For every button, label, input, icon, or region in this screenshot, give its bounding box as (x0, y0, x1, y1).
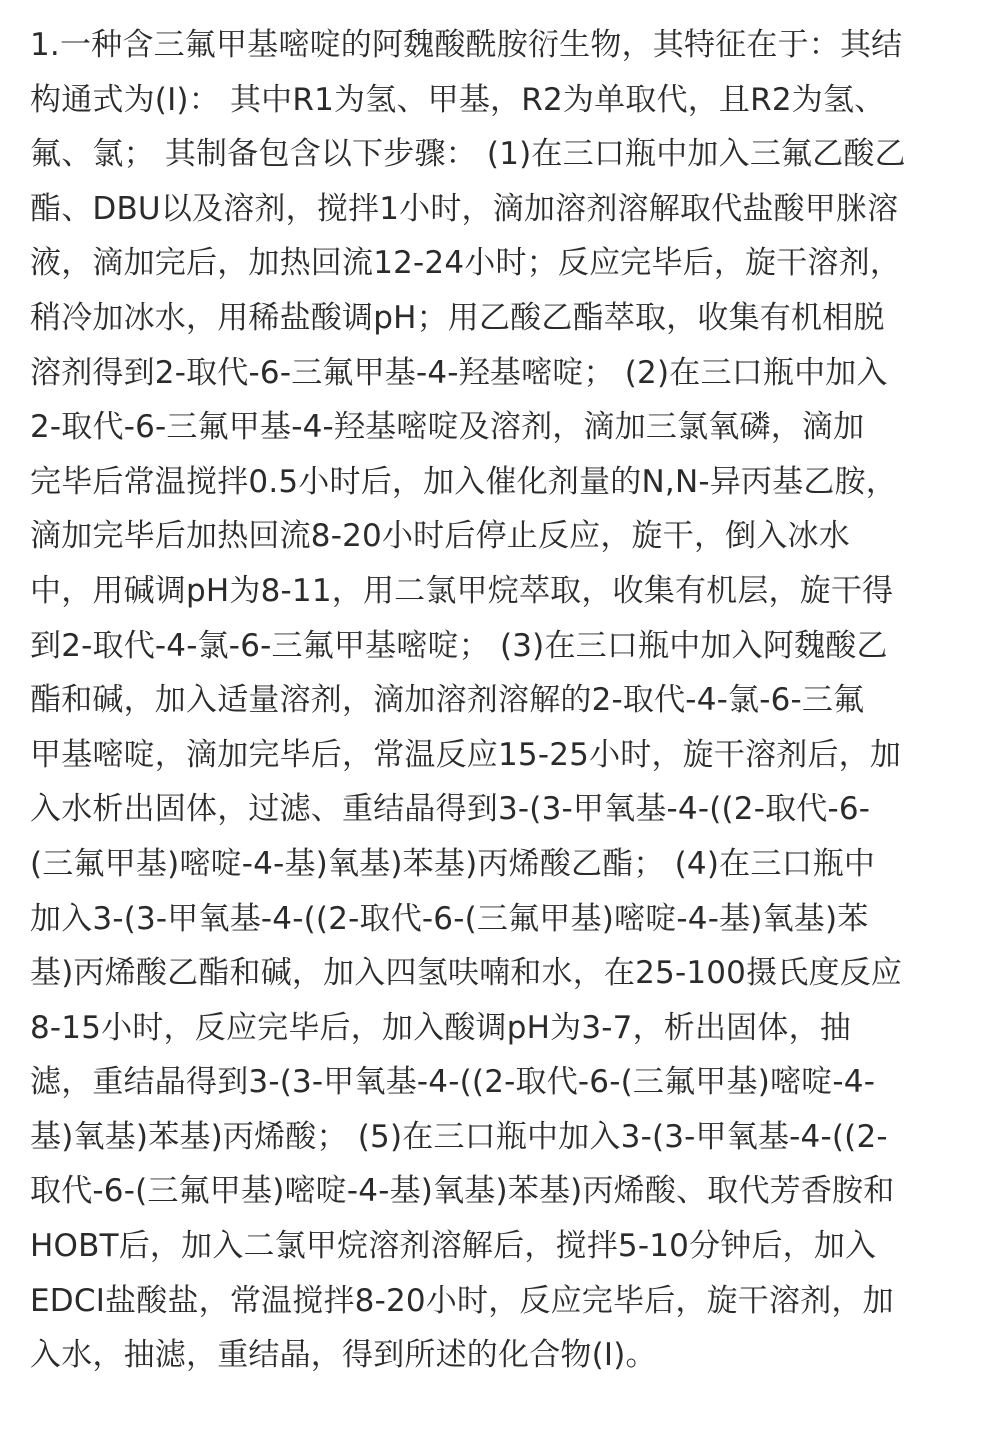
text-line: 滤，重结晶得到3-(3-甲氧基-4-((2-取代-6-(三氟甲基)嘧啶-4- (30, 1064, 876, 1101)
text-line: 1.一种含三氟甲基嘧啶的阿魏酸酰胺衍生物，其特征在于：其结 (30, 27, 903, 63)
text-line: 基)氧基)苯基)丙烯酸； (5)在三口瓶中加入3-(3-甲氧基-4-((2- (30, 1118, 888, 1155)
text-line: 入水，抽滤，重结晶，得到所述的化合物(I)。 (30, 1337, 657, 1374)
text-line: EDCI盐酸盐，常温搅拌8-20小时，反应完毕后，旋干溶剂，加 (30, 1282, 894, 1319)
text-line: 基)丙烯酸乙酯和碱，加入四氢呋喃和水，在25-100摄氏度反应 (30, 955, 903, 992)
text-line: 滴加完毕后加热回流8-20小时后停止反应，旋干，倒入冰水 (30, 518, 850, 555)
text-line: 酯和碱，加入适量溶剂，滴加溶剂溶解的2-取代-4-氯-6-三氟 (30, 682, 865, 719)
text-line: 液，滴加完后，加热回流12-24小时；反应完毕后，旋干溶剂， (30, 245, 902, 282)
text-line: 到2-取代-4-氯-6-三氟甲基嘧啶； (3)在三口瓶中加入阿魏酸乙 (30, 627, 888, 664)
text-line: HOBT后，加入二氯甲烷溶剂溶解后，搅拌5-10分钟后，加入 (30, 1228, 877, 1265)
text-line: 酯、DBU以及溶剂，搅拌1小时，滴加溶剂溶解取代盐酸甲脒溶 (30, 190, 899, 227)
text-line: 甲基嘧啶，滴加完毕后，常温反应15-25小时，旋干溶剂后，加 (30, 736, 902, 773)
text-line: 2-取代-6-三氟甲基-4-羟基嘧啶及溶剂，滴加三氯氧磷，滴加 (30, 409, 865, 446)
text-line: 入水析出固体，过滤、重结晶得到3-(3-甲氧基-4-((2-取代-6- (30, 791, 871, 828)
text-line: 溶剂得到2-取代-6-三氟甲基-4-羟基嘧啶； (2)在三口瓶中加入 (30, 354, 888, 391)
text-line: 8-15小时，反应完毕后，加入酸调pH为3-7，析出固体，抽 (30, 1009, 851, 1046)
text-line: 完毕后常温搅拌0.5小时后，加入催化剂量的N,N-异丙基乙胺， (30, 463, 897, 500)
text-line: 加入3-(3-甲氧基-4-((2-取代-6-(三氟甲基)嘧啶-4-基)氧基)苯 (30, 900, 869, 937)
text-line: 取代-6-(三氟甲基)嘧啶-4-基)氧基)苯基)丙烯酸、取代芳香胺和 (30, 1173, 895, 1210)
text-line: (三氟甲基)嘧啶-4-基)氧基)苯基)丙烯酸乙酯； (4)在三口瓶中 (30, 845, 876, 882)
text-line: 氟、氯； 其制备包含以下步骤： (1)在三口瓶中加入三氟乙酸乙 (30, 136, 906, 173)
text-line: 构通式为(I)： 其中R1为氢、甲基，R2为单取代，且R2为氢、 (30, 81, 886, 118)
text-line: 稍冷加冰水，用稀盐酸调pH；用乙酸乙酯萃取，收集有机相脱 (30, 299, 885, 336)
text-line: 中，用碱调pH为8-11，用二氯甲烷萃取，收集有机层，旋干得 (30, 572, 894, 609)
